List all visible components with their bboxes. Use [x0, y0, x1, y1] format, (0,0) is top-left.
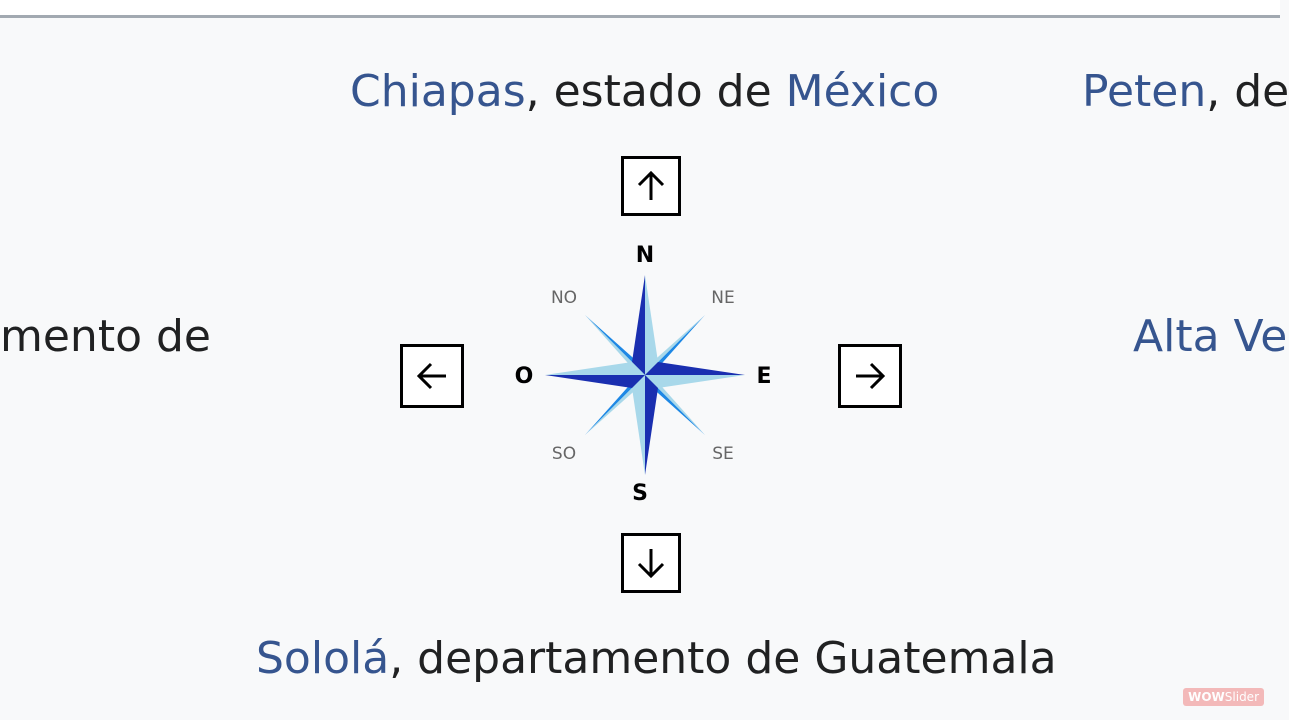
watermark-part-a: WOW — [1188, 690, 1225, 704]
compass-se-label: SE — [712, 444, 734, 464]
wowslider-watermark — [1183, 688, 1264, 706]
compass-s-label: S — [632, 481, 648, 506]
top-border — [0, 0, 1280, 18]
west-arrow-button[interactable] — [400, 344, 464, 408]
compass-ne-label: NE — [711, 288, 735, 308]
mexico-link[interactable]: México — [785, 66, 940, 117]
arrow-left-icon — [414, 358, 450, 394]
northeast-label — [1082, 66, 1289, 117]
south-text: , departamento de Guatemala — [389, 633, 1057, 684]
arrow-right-icon — [852, 358, 888, 394]
chiapas-link[interactable]: Chiapas — [350, 66, 526, 117]
compass-so-label: SO — [551, 444, 577, 464]
northeast-text: , de — [1206, 66, 1289, 117]
compass-e-label: E — [756, 364, 772, 389]
peten-link[interactable]: Peten — [1082, 66, 1207, 117]
alta-verapaz-link[interactable]: Alta Ve — [1133, 311, 1288, 362]
compass-n-label: N — [635, 243, 655, 268]
north-arrow-button[interactable] — [621, 156, 681, 216]
watermark-part-b: Slider — [1224, 690, 1259, 704]
south-label — [256, 633, 1057, 684]
solola-link[interactable]: Sololá — [256, 633, 390, 684]
compass-no-label: NO — [550, 288, 578, 308]
west-label: mento de — [0, 311, 211, 362]
compass-rose-icon — [500, 230, 790, 520]
arrow-up-icon — [633, 168, 669, 204]
north-label — [350, 66, 940, 117]
arrow-down-icon — [633, 545, 669, 581]
compass-o-label: O — [514, 364, 534, 389]
east-arrow-button[interactable] — [838, 344, 902, 408]
north-text: , estado de — [525, 66, 786, 117]
south-arrow-button[interactable] — [621, 533, 681, 593]
